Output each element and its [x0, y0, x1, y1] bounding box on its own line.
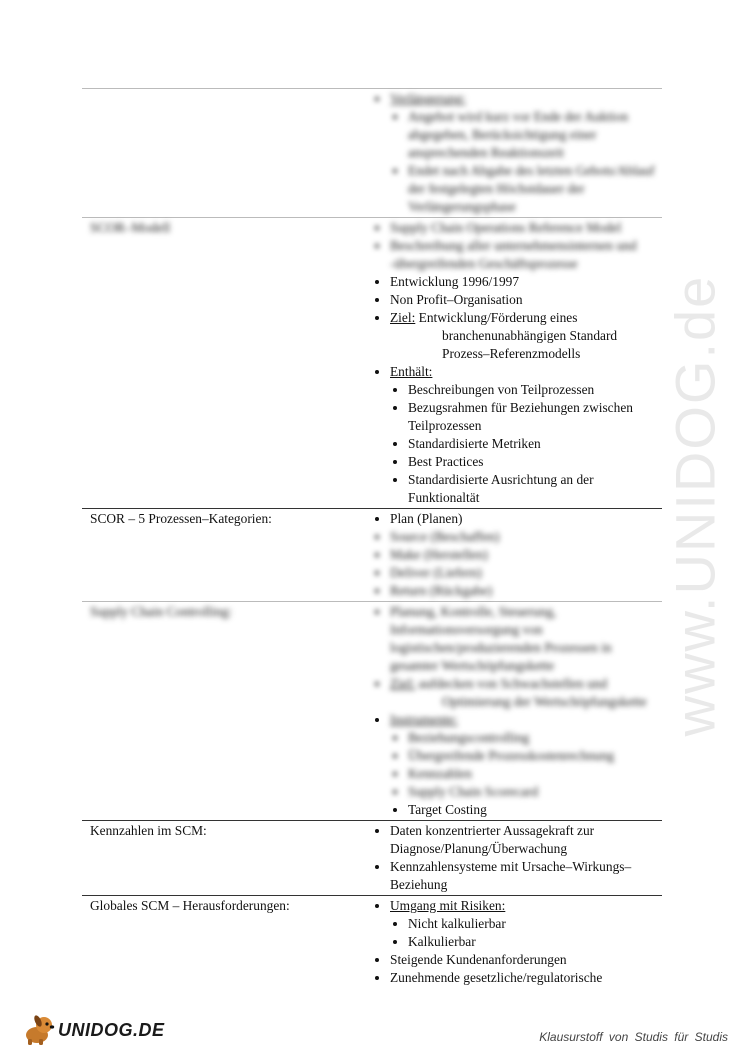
description-cell [366, 89, 662, 218]
list-item [390, 711, 662, 819]
item-text: Umgang mit Risiken: [390, 898, 506, 913]
list-item [390, 675, 662, 711]
sub-item-text: Angebot wird kurz vor Ende der Auktion abgegeben, Berücksichtigung einer ansprechenden Reaktionszeit [408, 109, 629, 160]
watermark-text: www.UNIDOG.de [663, 274, 727, 736]
sub-list-item [408, 933, 662, 951]
list-item [390, 546, 662, 564]
sub-bullet-list [390, 729, 662, 819]
sub-list-item [408, 729, 662, 747]
notes-table [82, 88, 662, 988]
item-text: Beschreibung aller unternehmensinternen und -übergreifenden Geschäftsprozesse [390, 238, 637, 271]
sub-bullet-list [390, 108, 662, 216]
list-item [390, 564, 662, 582]
table-row [82, 89, 662, 218]
item-text: Entwicklung/Förderung eines [418, 310, 578, 325]
sub-item-text: Target Costing [408, 802, 487, 817]
item-text: Enthält: [390, 364, 433, 379]
bullet-list [374, 603, 662, 819]
list-item [390, 237, 662, 273]
dog-mascot-icon [22, 1013, 56, 1047]
list-item [390, 219, 662, 237]
bullet-list [374, 822, 662, 894]
list-item [390, 897, 662, 951]
sub-list-item [408, 747, 662, 765]
sub-list-item [408, 162, 662, 216]
list-item [390, 291, 662, 309]
table-row [82, 218, 662, 509]
item-label: Ziel: [390, 310, 416, 325]
list-item [390, 951, 662, 969]
footer-slogan: Klausurstoff von Studis für Studis [539, 1030, 728, 1044]
item-text: Entwicklung 1996/1997 [390, 274, 520, 289]
sub-item-text: Standardisierte Ausrichtung an der Funktionaltät [408, 472, 594, 505]
list-item [390, 603, 662, 675]
term-cell [82, 509, 366, 602]
item-continuation: Optimierung der Wertschöpfungskette [442, 694, 647, 709]
sub-list-item [408, 453, 662, 471]
description-cell [366, 602, 662, 821]
sub-list-item [408, 765, 662, 783]
item-text: Kennzahlensysteme mit Ursache–Wirkungs–Beziehung [390, 859, 632, 892]
item-text: Return (Rückgabe) [390, 583, 493, 598]
item-text: Make (Herstellen) [390, 547, 488, 562]
logo-text: UNIDOG.DE [58, 1019, 165, 1040]
table-row [82, 821, 662, 896]
sub-item-text: Beschreibungen von Teilprozessen [408, 382, 595, 397]
sub-list-item [408, 399, 662, 435]
term-text: SCOR–Modell [90, 220, 171, 235]
sub-item-text: Standardisierte Metriken [408, 436, 541, 451]
item-text: Planung, Kontrolle, Steuerung, Informationsversorgung von logistischen/produzierenden Prozessen in gesamter Wertschöpfungskette [390, 604, 612, 673]
sub-item-text: Kennzahlen [408, 766, 472, 781]
bullet-list [374, 90, 662, 216]
watermark [655, 274, 735, 736]
term-text: Kennzahlen im SCM: [90, 823, 207, 838]
term-cell [82, 218, 366, 509]
list-item [390, 273, 662, 291]
sub-list-item [408, 108, 662, 162]
unidog-logo [22, 1010, 165, 1050]
list-item [390, 858, 662, 894]
term-text: Supply Chain Controlling: [90, 604, 233, 619]
sub-item-text: Endet nach Abgabe des letzten Gebots/Ablauf der festgelegten Höchstdauer der Verlängerungsphase [408, 163, 655, 214]
item-label: Ziel: [390, 676, 416, 691]
sub-list-item [408, 381, 662, 399]
list-item [390, 309, 662, 363]
item-text: Zunehmende gesetzliche/regulatorische [390, 970, 603, 985]
term-cell [82, 821, 366, 896]
sub-list-item [408, 915, 662, 933]
list-item [390, 582, 662, 600]
sub-bullet-list [390, 381, 662, 507]
sub-item-text: Übergreifende Prozesskostenrechnung [408, 748, 615, 763]
term-cell [82, 89, 366, 218]
sub-list-item [408, 783, 662, 801]
item-continuation: Prozess–Referenzmodells [442, 346, 581, 361]
item-text: aufdecken von Schwachstellen und [418, 676, 608, 691]
sub-list-item [408, 435, 662, 453]
item-text: Plan (Planen) [390, 511, 463, 526]
item-text: Supply Chain Operations Reference Model [390, 220, 622, 235]
item-text: Instrumente: [390, 712, 458, 727]
list-item [390, 822, 662, 858]
term-cell [82, 896, 366, 989]
sub-item-text: Supply Chain Scorecard [408, 784, 539, 799]
sub-item-text: Bezugsrahmen für Beziehungen zwischen Teilprozessen [408, 400, 633, 433]
item-text: Daten konzentrierter Aussagekraft zur Diagnose/Planung/Überwachung [390, 823, 595, 856]
list-item [390, 969, 662, 987]
description-cell [366, 821, 662, 896]
list-item [390, 510, 662, 528]
sub-item-text: Nicht kalkulierbar [408, 916, 506, 931]
item-text: Deliver (Liefern) [390, 565, 482, 580]
sub-bullet-list [390, 915, 662, 951]
item-text: Verlängerung: [390, 91, 466, 106]
description-cell [366, 896, 662, 989]
item-continuation: branchenunabhängigen Standard [442, 328, 618, 343]
table-row [82, 602, 662, 821]
table-row [82, 509, 662, 602]
table-row [82, 896, 662, 989]
item-text: Non Profit–Organisation [390, 292, 523, 307]
description-cell [366, 218, 662, 509]
term-text: SCOR – 5 Prozessen–Kategorien: [90, 511, 272, 526]
bullet-list [374, 219, 662, 507]
bullet-list [374, 897, 662, 987]
list-item [390, 528, 662, 546]
sub-item-text: Best Practices [408, 454, 484, 469]
term-cell [82, 602, 366, 821]
list-item [390, 90, 662, 216]
item-text: Steigende Kundenanforderungen [390, 952, 567, 967]
bullet-list [374, 510, 662, 600]
sub-list-item [408, 471, 662, 507]
description-cell [366, 509, 662, 602]
item-text: Source (Beschaffen) [390, 529, 500, 544]
list-item [390, 363, 662, 507]
term-text: Globales SCM – Herausforderungen: [90, 898, 290, 913]
sub-item-text: Kalkulierbar [408, 934, 476, 949]
sub-item-text: Beziehungscontrolling [408, 730, 530, 745]
sub-list-item [408, 801, 662, 819]
